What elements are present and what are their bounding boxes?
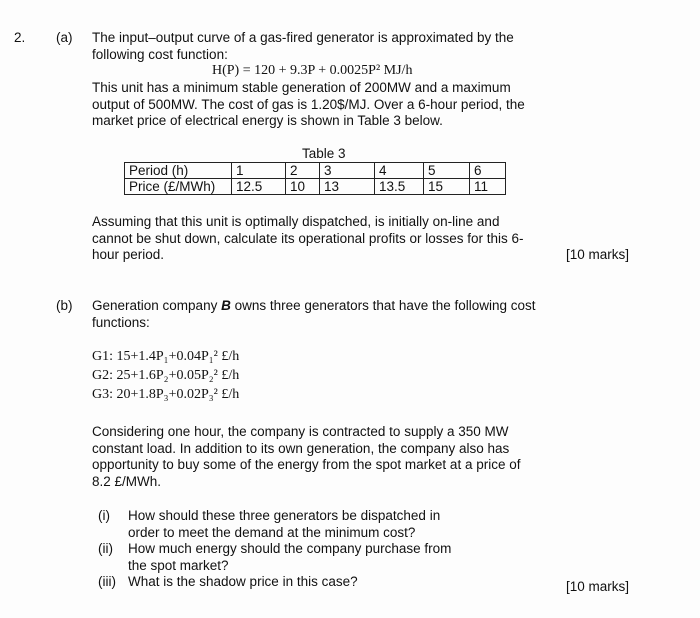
part-a-body bbox=[92, 80, 525, 130]
table-header-price: Price (£/MWh) bbox=[125, 179, 232, 195]
part-b-body-line: 8.2 £/MWh. bbox=[92, 473, 162, 489]
part-b-intro-line: functions: bbox=[92, 314, 150, 330]
price-table bbox=[124, 162, 506, 195]
subquestion-text: How much energy should the company purchase from the spot market? bbox=[128, 541, 452, 573]
table-cell: 12.5 bbox=[232, 179, 286, 195]
table-cell: 5 bbox=[424, 163, 470, 179]
part-a-question-line: hour period. bbox=[92, 247, 165, 262]
table-row bbox=[125, 163, 506, 179]
part-a-intro-line: following cost function: bbox=[92, 46, 228, 62]
generator-function: G2: 25+1.6P₂+0.05P₂² £/h bbox=[92, 368, 240, 383]
part-a-question-line: Assuming that this unit is optimally dispatched, is initially on-line and bbox=[92, 214, 500, 229]
table-header-period: Period (h) bbox=[125, 163, 232, 179]
subquestion-text: How should these three generators be dispatched in order to meet the demand at the minimum cost? bbox=[128, 508, 441, 540]
table-caption: Table 3 bbox=[302, 146, 346, 161]
table-cell: 1 bbox=[232, 163, 286, 179]
table-cell: 10 bbox=[286, 179, 320, 195]
cost-function-equation: H(P) = 120 + 9.3P + 0.0025P² MJ/h bbox=[212, 63, 413, 78]
part-a-intro bbox=[92, 30, 514, 63]
table-cell: 15 bbox=[424, 179, 470, 195]
table-cell: 4 bbox=[375, 163, 424, 179]
subquestion-number: (iii) bbox=[98, 574, 116, 589]
part-a-marks: [10 marks] bbox=[566, 247, 630, 262]
table-cell: 2 bbox=[286, 163, 320, 179]
table-cell: 3 bbox=[320, 163, 375, 179]
part-a-question bbox=[92, 214, 523, 264]
part-b-label: (b) bbox=[56, 298, 73, 313]
part-a-question-line: cannot be shut down, calculate its operational profits or losses for this 6- bbox=[92, 230, 524, 246]
subquestion-number: (i) bbox=[98, 508, 110, 523]
table-cell: 11 bbox=[470, 179, 506, 195]
generator-cost-functions bbox=[92, 347, 239, 404]
generator-function: G3: 20+1.8P₃+0.02P₃² £/h bbox=[92, 387, 240, 402]
company-name: B bbox=[221, 298, 231, 313]
part-a-body-line: output of 500MW. The cost of gas is 1.20$/MJ. Over a 6-hour period, the bbox=[92, 96, 525, 112]
part-b-body-line: opportunity to buy some of the energy from the spot market at a price of bbox=[92, 457, 521, 472]
subquestion-number: (ii) bbox=[98, 541, 113, 556]
table-cell: 13 bbox=[320, 179, 375, 195]
table-cell: 13.5 bbox=[375, 179, 424, 195]
part-b-body-line: Considering one hour, the company is contracted to supply a 350 MW bbox=[92, 424, 509, 439]
part-a-body-line: This unit has a minimum stable generation of 200MW and a maximum bbox=[92, 80, 511, 95]
table-cell: 6 bbox=[470, 163, 506, 179]
part-b-marks: [10 marks] bbox=[566, 579, 630, 594]
generator-function: G1: 15+1.4P₁+0.04P₁² £/h bbox=[92, 349, 240, 364]
part-b-intro bbox=[92, 298, 536, 331]
part-a-label: (a) bbox=[56, 30, 73, 45]
part-b-body-line: constant load. In addition to its own generation, the company also has bbox=[92, 440, 510, 456]
part-b-body bbox=[92, 424, 520, 490]
part-a-body-line: market price of electrical energy is shown in Table 3 below. bbox=[92, 113, 443, 128]
subquestion-text: What is the shadow price in this case? bbox=[128, 574, 358, 589]
part-a-intro-line: The input–output curve of a gas-fired generator is approximated by the bbox=[92, 30, 514, 45]
part-b-intro-line: Generation company B owns three generators that have the following cost bbox=[92, 298, 536, 313]
table-row bbox=[125, 179, 506, 195]
question-number: 2. bbox=[14, 30, 26, 45]
